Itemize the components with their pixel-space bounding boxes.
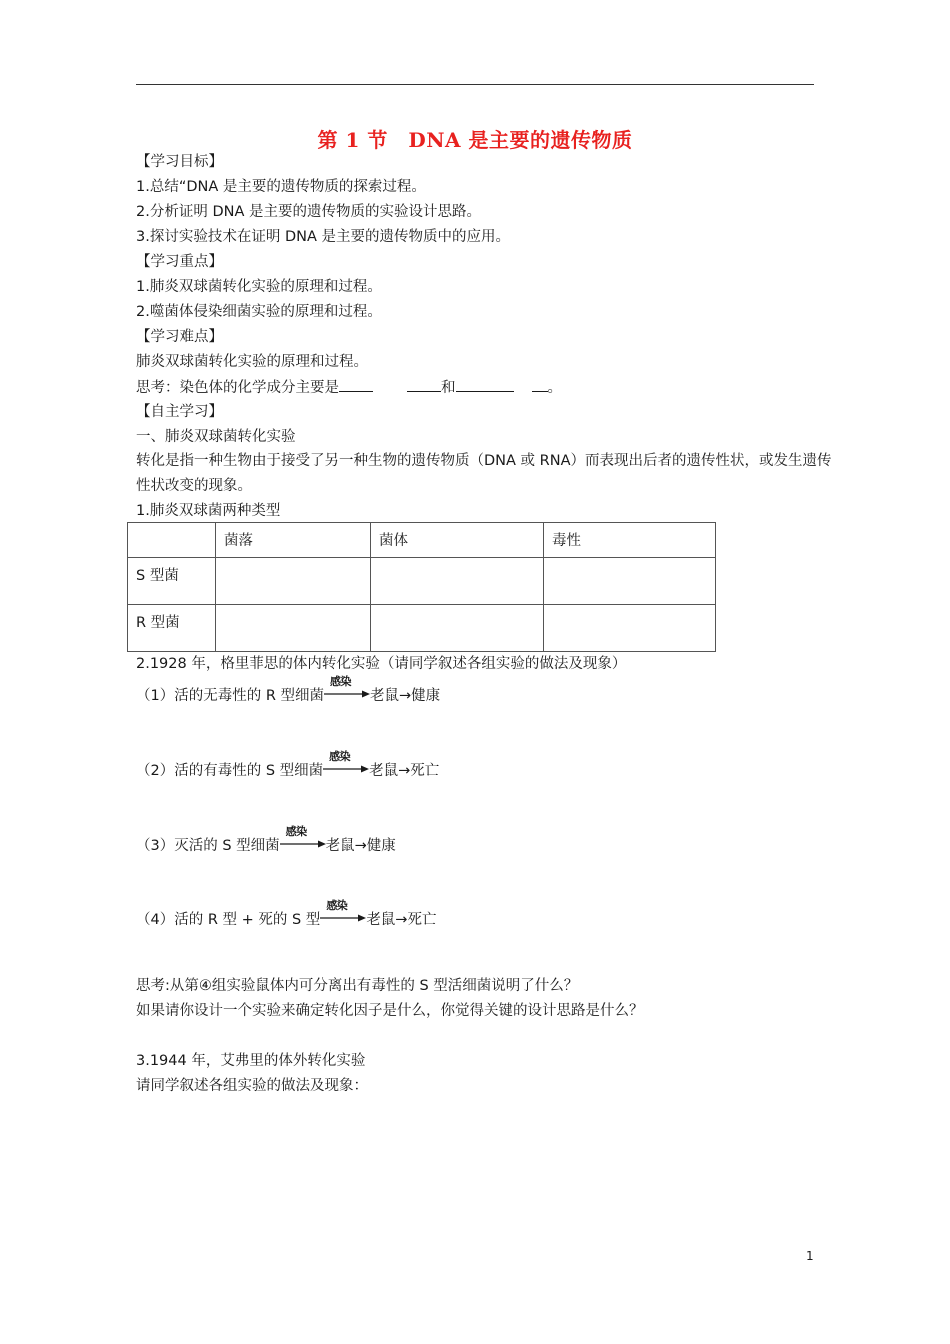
keypoint-item-1: 1.肺炎双球菌转化实验的原理和过程。 [136, 279, 382, 295]
experiment-4-setup: （4）活的 R 型 + 死的 S 型 [136, 912, 321, 928]
infect-arrow-icon [280, 825, 326, 852]
table-cell[interactable] [544, 558, 716, 605]
experiment-4 [136, 899, 437, 930]
table-row-label: S 型菌 [128, 558, 216, 605]
infect-arrow-icon [324, 675, 370, 702]
table-header-cell: 菌落 [216, 523, 371, 558]
answer-blank-2[interactable] [407, 377, 441, 392]
page-number: 1 [806, 1249, 814, 1263]
self-study-heading: 【自主学习】 [136, 404, 223, 420]
keypoints-heading: 【学习重点】 [136, 254, 223, 270]
table-header-cell [128, 523, 216, 558]
keypoint-item-2: 2.噬菌体侵染细菌实验的原理和过程。 [136, 304, 382, 320]
table-row [128, 558, 716, 605]
table-header-row [128, 523, 716, 558]
experiment-1-result: 老鼠→健康 [370, 688, 441, 704]
page-title: 第 1 节 DNA 是主要的遗传物质 [317, 128, 633, 152]
infect-arrow-icon [323, 750, 369, 777]
difficulty-text: 肺炎双球菌转化实验的原理和过程。 [136, 354, 368, 370]
objective-item-3: 3.探讨实验技术在证明 DNA 是主要的遗传物质中的应用。 [136, 229, 510, 245]
header-rule [136, 84, 814, 85]
experiment-1-setup: （1）活的无毒性的 R 型细菌 [136, 688, 325, 704]
table-cell[interactable] [371, 558, 544, 605]
objective-item-1: 1.总结“DNA 是主要的遗传物质的探索过程。 [136, 179, 426, 195]
think-question-3: 如果请你设计一个实验来确定转化因子是什么，你觉得关键的设计思路是什么？ [136, 1003, 644, 1019]
experiment-2 [136, 750, 440, 781]
infect-arrow-label: 感染 [329, 750, 351, 763]
infect-arrow-label: 感染 [330, 675, 352, 688]
griffith-title: 2.1928 年，格里菲思的体内转化实验（请同学叙述各组实验的做法及现象） [136, 656, 627, 672]
table-row-label: R 型菌 [128, 605, 216, 652]
think-mid: 和 [441, 380, 456, 396]
answer-blank-4[interactable] [532, 377, 548, 392]
infect-arrow-label: 感染 [285, 825, 307, 838]
avery-title: 3.1944 年，艾弗里的体外转化实验 [136, 1053, 366, 1069]
table-cell[interactable] [216, 558, 371, 605]
think-question-2: 思考:从第④组实验鼠体内可分离出有毒性的 S 型活细菌说明了什么？ [136, 978, 579, 994]
table-header-cell: 毒性 [544, 523, 716, 558]
experiment-3 [136, 825, 396, 856]
transformation-definition: 转化是指一种生物由于接受了另一种生物的遗传物质（DNA 或 RNA）而表现出后者的遗传性状，或发生遗传性状改变的现象。 [136, 453, 832, 494]
objective-item-2: 2.分析证明 DNA 是主要的遗传物质的实验设计思路。 [136, 204, 481, 220]
infect-arrow-icon [320, 899, 366, 926]
table-cell[interactable] [216, 605, 371, 652]
experiment-3-result: 老鼠→健康 [325, 838, 396, 854]
experiment-2-setup: （2）活的有毒性的 S 型细菌 [136, 763, 324, 779]
infect-arrow-label: 感染 [326, 899, 348, 912]
bacteria-types-table [127, 522, 716, 652]
think-end: 。 [547, 380, 562, 396]
table-row [128, 605, 716, 652]
answer-blank-1[interactable] [339, 377, 373, 392]
answer-blank-3[interactable] [456, 377, 514, 392]
think-question-1 [136, 377, 562, 398]
table-cell[interactable] [544, 605, 716, 652]
section-heading: 一、肺炎双球菌转化实验 [136, 429, 296, 445]
table-cell[interactable] [371, 605, 544, 652]
types-title: 1.肺炎双球菌两种类型 [136, 503, 281, 519]
experiment-1 [136, 675, 441, 706]
table-header-cell: 菌体 [371, 523, 544, 558]
think-prefix: 思考：染色体的化学成分主要是 [136, 380, 339, 396]
experiment-3-setup: （3）灭活的 S 型细菌 [136, 838, 280, 854]
difficulty-heading: 【学习难点】 [136, 329, 223, 345]
avery-prompt: 请同学叙述各组实验的做法及现象： [136, 1078, 368, 1094]
experiment-2-result: 老鼠→死亡 [369, 763, 440, 779]
experiment-4-result: 老鼠→死亡 [366, 912, 437, 928]
objectives-heading: 【学习目标】 [136, 154, 223, 170]
